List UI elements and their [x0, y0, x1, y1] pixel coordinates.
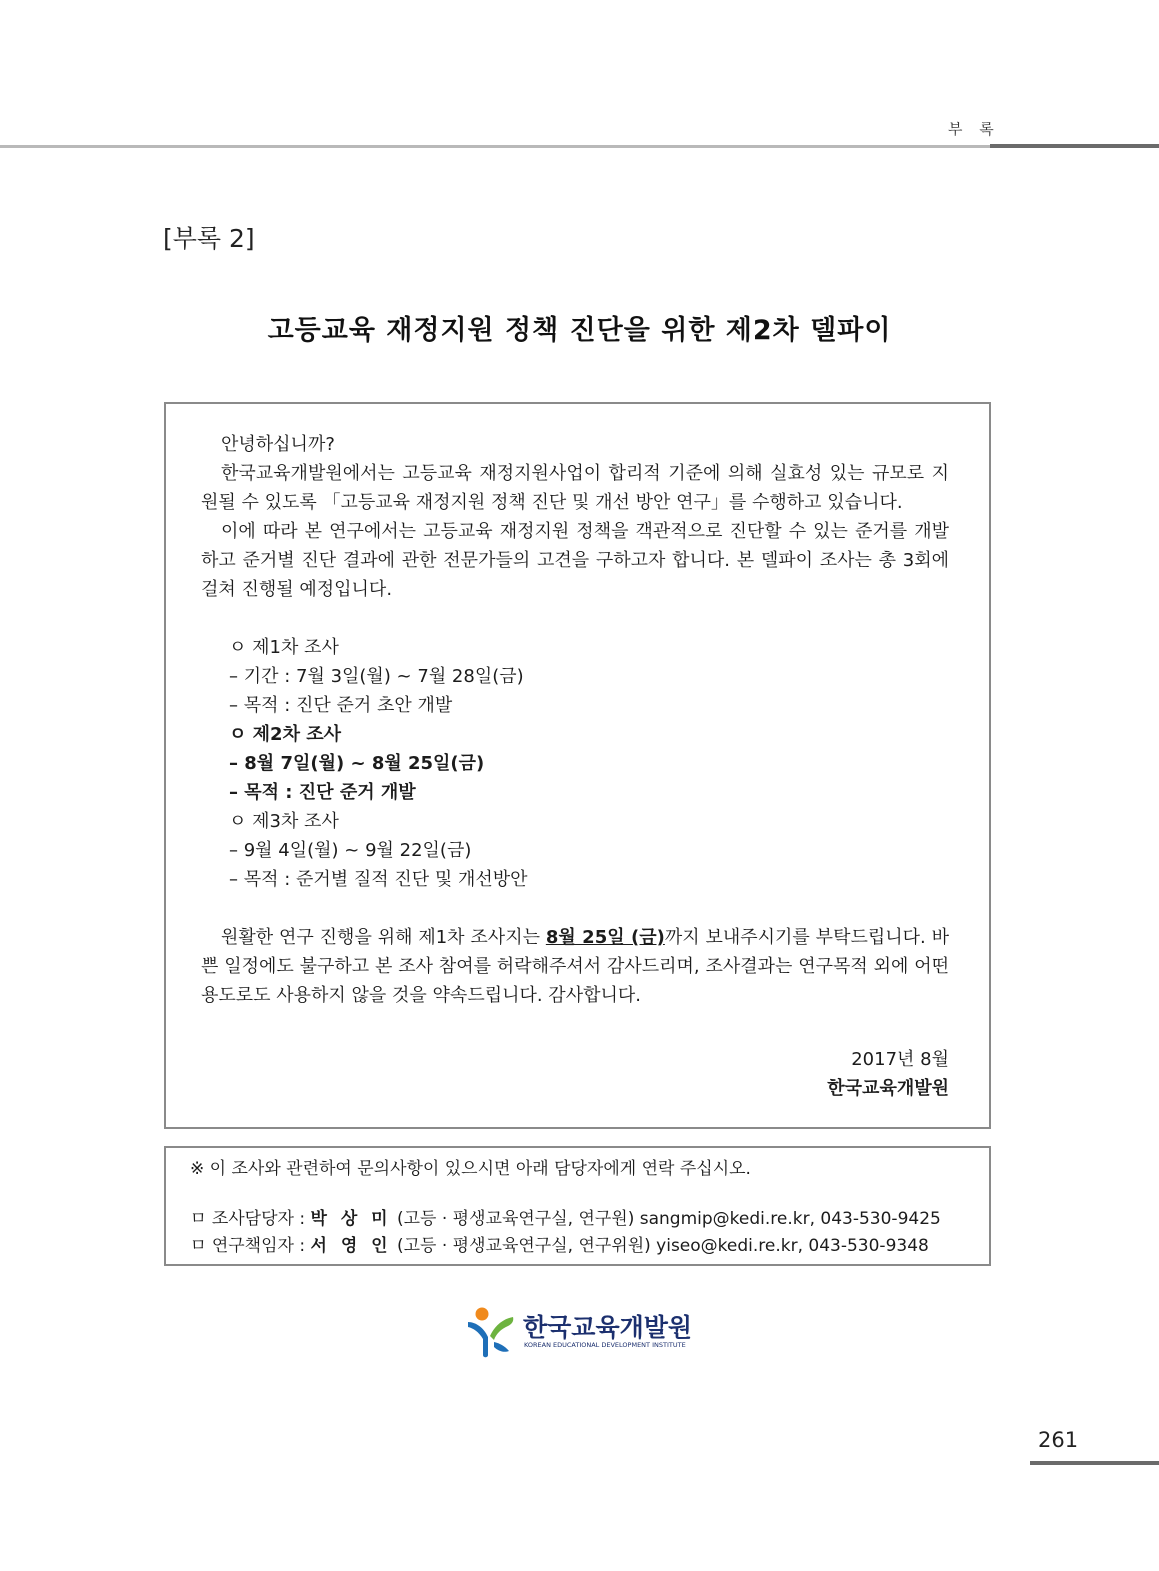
contact-name: 박 상 미	[310, 1209, 392, 1229]
section-header-label: 부 록	[948, 120, 1000, 138]
survey-2-purpose: – 목적 : 진단 준거 개발	[229, 782, 416, 803]
kedi-logo-icon	[466, 1305, 518, 1360]
letter-signature: 한국교육개발원	[827, 1078, 949, 1099]
survey-1-title: ㅇ 제1차 조사	[229, 637, 339, 658]
closing-paragraph	[201, 923, 949, 1010]
contact-row	[190, 1206, 980, 1233]
survey-1-purpose: – 목적 : 진단 준거 초안 개발	[229, 695, 453, 716]
contact-role: ㅁ 연구책임자 :	[190, 1236, 311, 1256]
contact-row	[190, 1233, 980, 1260]
appendix-label: [부록 2]	[163, 224, 255, 253]
contact-name: 서 영 인	[310, 1236, 392, 1256]
survey-2-title: ㅇ 제2차 조사	[229, 724, 341, 745]
contact-details: (고등 · 평생교육연구실, 연구위원) yiseo@kedi.re.kr, 043-530-9348	[391, 1236, 929, 1256]
contact-note: ※ 이 조사와 관련하여 문의사항이 있으시면 아래 담당자에게 연락 주십시오.	[190, 1159, 751, 1179]
purpose-paragraph: 이에 따라 본 연구에서는 고등교육 재정지원 정책을 객관적으로 진단할 수 있는 준거를 개발하고 준거별 진단 결과에 관한 전문가들의 고견을 구하고자 합니다. 본 델파이 조사는 총 3회에 걸쳐 진행될 예정입니다.	[201, 521, 949, 600]
header-divider-accent	[990, 144, 1159, 148]
letter-date: 2017년 8월	[851, 1049, 949, 1070]
survey-3-purpose: – 목적 : 준거별 질적 진단 및 개선방안	[229, 869, 528, 890]
document-title: 고등교육 재정지원 정책 진단을 위한 제2차 델파이	[267, 315, 892, 346]
header-divider	[0, 145, 990, 148]
logo-wordmark: 한국교육개발원	[523, 1313, 693, 1342]
closing-text-before: 원활한 연구 진행을 위해 제1차 조사지는	[221, 927, 546, 948]
closing-text-after: 까지 보내주시기를 부탁드립니다. 바쁜 일정에도 불구하고 본 조사 참여를 허락해주셔서 감사드리며, 조사결과는 연구목적 외에 어떤 용도로도 사용하지 않을 것을 약속드립니다. 감사합니다.	[201, 927, 949, 1006]
survey-schedule	[201, 633, 949, 894]
intro-paragraph: 한국교육개발원에서는 고등교육 재정지원사업이 합리적 기준에 의해 실효성 있는 규모로 지원될 수 있도록 「고등교육 재정지원 정책 진단 및 개선 방안 연구」를 수행하고 있습니다.	[201, 463, 949, 513]
greeting: 안녕하십니까?	[221, 434, 335, 455]
page-number: 261	[1038, 1428, 1079, 1452]
letter-body	[201, 430, 949, 1103]
logo-english-name: KOREAN EDUCATIONAL DEVELOPMENT INSTITUTE	[524, 1341, 686, 1349]
contact-details: (고등 · 평생교육연구실, 연구원) sangmip@kedi.re.kr, 043-530-9425	[391, 1209, 941, 1229]
survey-2-period: – 8월 7일(월) ~ 8월 25일(금)	[229, 753, 485, 774]
contact-role: ㅁ 조사담당자 :	[190, 1209, 311, 1229]
kedi-logo	[466, 1305, 706, 1360]
survey-3-period: – 9월 4일(월) ~ 9월 22일(금)	[229, 840, 472, 861]
footer-divider	[1030, 1461, 1159, 1465]
survey-3-title: ㅇ 제3차 조사	[229, 811, 339, 832]
survey-1-period: – 기간 : 7월 3일(월) ~ 7월 28일(금)	[229, 666, 524, 687]
submission-deadline: 8월 25일 (금)	[545, 927, 665, 948]
contact-info	[190, 1156, 980, 1260]
